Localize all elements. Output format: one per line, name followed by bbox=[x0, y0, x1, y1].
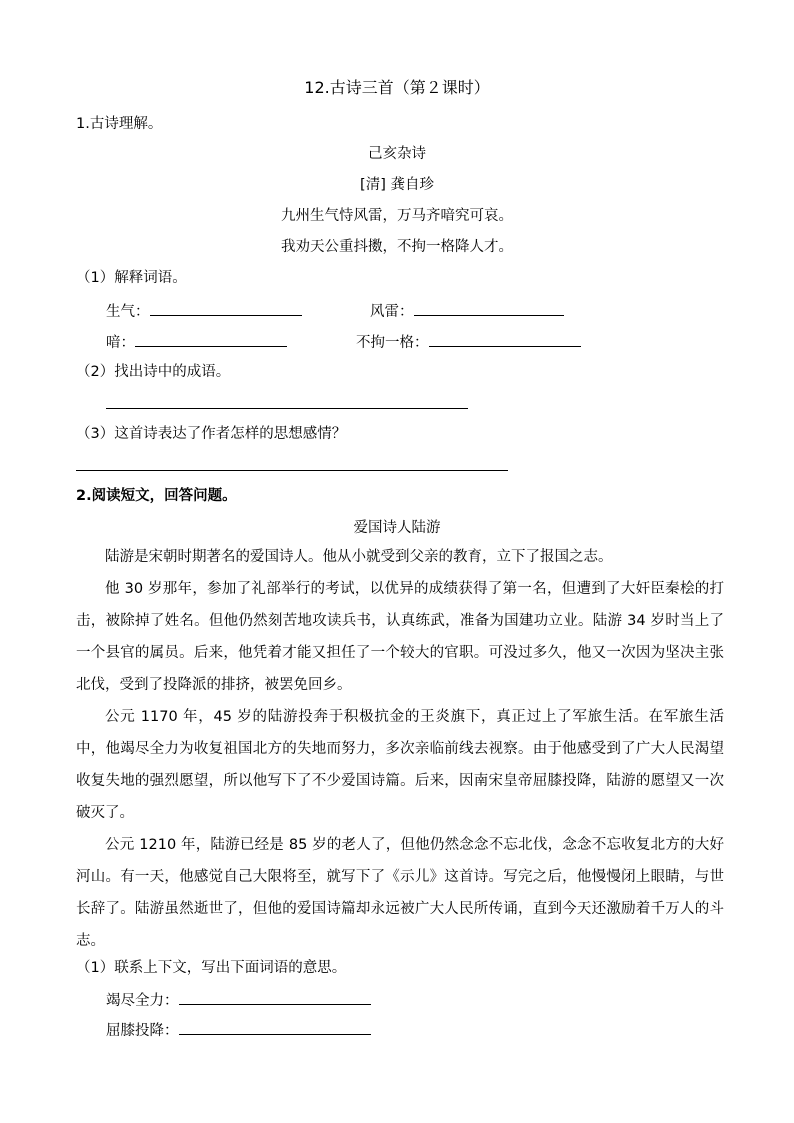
poem-line-2: 我劝天公重抖擞，不拘一格降人才。 bbox=[281, 239, 513, 255]
answer-blank-quxitouxiang[interactable] bbox=[179, 1019, 371, 1035]
term-row bbox=[106, 300, 302, 322]
poem-author: [清] 龚自珍 bbox=[360, 177, 434, 193]
article-title: 爱国诗人陆游 bbox=[353, 520, 441, 536]
q2-heading: 2.阅读短文，回答问题。 bbox=[76, 488, 237, 504]
q1-sub1: （1）解释词语。 bbox=[76, 270, 187, 286]
answer-blank-jiejinquanli[interactable] bbox=[179, 989, 371, 1005]
article-paragraph-3: 公元 1170 年，45 岁的陆游投奔于积极抗金的王炎旗下，真正过上了军旅生活。在军旅生活中，他竭尽全力为收复祖国北方的失地而努力，多次亲临前线去视察。由于他感受到了广大人民渴望收复失地的强烈愿望，所以他写下了不少爱国诗篇。后来，因南宋皇帝屈膝投降，陆游的愿望又一次破灭了。 bbox=[76, 709, 724, 821]
term-label-shengqi: 生气： bbox=[106, 304, 150, 320]
article-paragraph-1: 陆游是宋朝时期著名的爱国诗人。他从小就受到父亲的教育，立下了报国之志。 bbox=[105, 549, 613, 565]
term-label-fenglei: 风雷： bbox=[370, 304, 414, 320]
answer-row bbox=[76, 455, 508, 477]
answer-row bbox=[106, 393, 468, 415]
answer-blank-feelings[interactable] bbox=[76, 455, 508, 471]
answer-blank-bujuyige[interactable] bbox=[429, 331, 581, 347]
term-row bbox=[356, 331, 581, 353]
page-title: 12.古诗三首（第２课时） bbox=[304, 78, 490, 97]
poem-line-1: 九州生气恃风雷，万马齐喑究可哀。 bbox=[281, 208, 513, 224]
term-label-jiejinquanli: 竭尽全力： bbox=[106, 993, 179, 1009]
answer-blank-yin[interactable] bbox=[135, 331, 287, 347]
answer-blank-shengqi[interactable] bbox=[150, 300, 302, 316]
article-paragraph-2: 他 30 岁那年，参加了礼部举行的考试，以优异的成绩获得了第一名，但遭到了大奸臣秦桧的打击，被除掉了姓名。但他仍然刻苦地攻读兵书，认真练武，准备为国建功立业。陆游 34 岁时当上了一个县官的属员。后来，他凭着才能又担任了一个较大的官职。可没过多久，他又一次因为坚决主张北伐，受到了投降派的排挤，被罢免回乡。 bbox=[76, 581, 724, 693]
q1-sub3: （3）这首诗表达了作者怎样的思想感情？ bbox=[76, 426, 347, 442]
answer-blank-fenglei[interactable] bbox=[414, 300, 564, 316]
q1-sub2: （2）找出诗中的成语。 bbox=[76, 364, 231, 380]
q1-heading: 1.古诗理解。 bbox=[76, 116, 163, 132]
answer-blank-idiom[interactable] bbox=[106, 393, 468, 409]
term-row bbox=[106, 989, 371, 1011]
term-row bbox=[106, 1019, 371, 1041]
poem-title: 己亥杂诗 bbox=[368, 146, 426, 162]
term-label-quxitouxiang: 屈膝投降： bbox=[106, 1023, 179, 1039]
term-label-yin: 喑： bbox=[106, 335, 135, 351]
q2-sub1: （1）联系上下文，写出下面词语的意思。 bbox=[76, 960, 347, 976]
term-row bbox=[370, 300, 564, 322]
term-label-bujuyige: 不拘一格： bbox=[356, 335, 429, 351]
term-row bbox=[106, 331, 287, 353]
article-paragraph-4: 公元 1210 年，陆游已经是 85 岁的老人了，但他仍然念念不忘北伐，念念不忘收复北方的大好河山。有一天，他感觉自己大限将至，就写下了《示儿》这首诗。写完之后，他慢慢闭上眼睛，与世长辞了。陆游虽然逝世了，但他的爱国诗篇却永远被广大人民所传诵，直到今天还激励着千万人的斗志。 bbox=[76, 837, 724, 949]
